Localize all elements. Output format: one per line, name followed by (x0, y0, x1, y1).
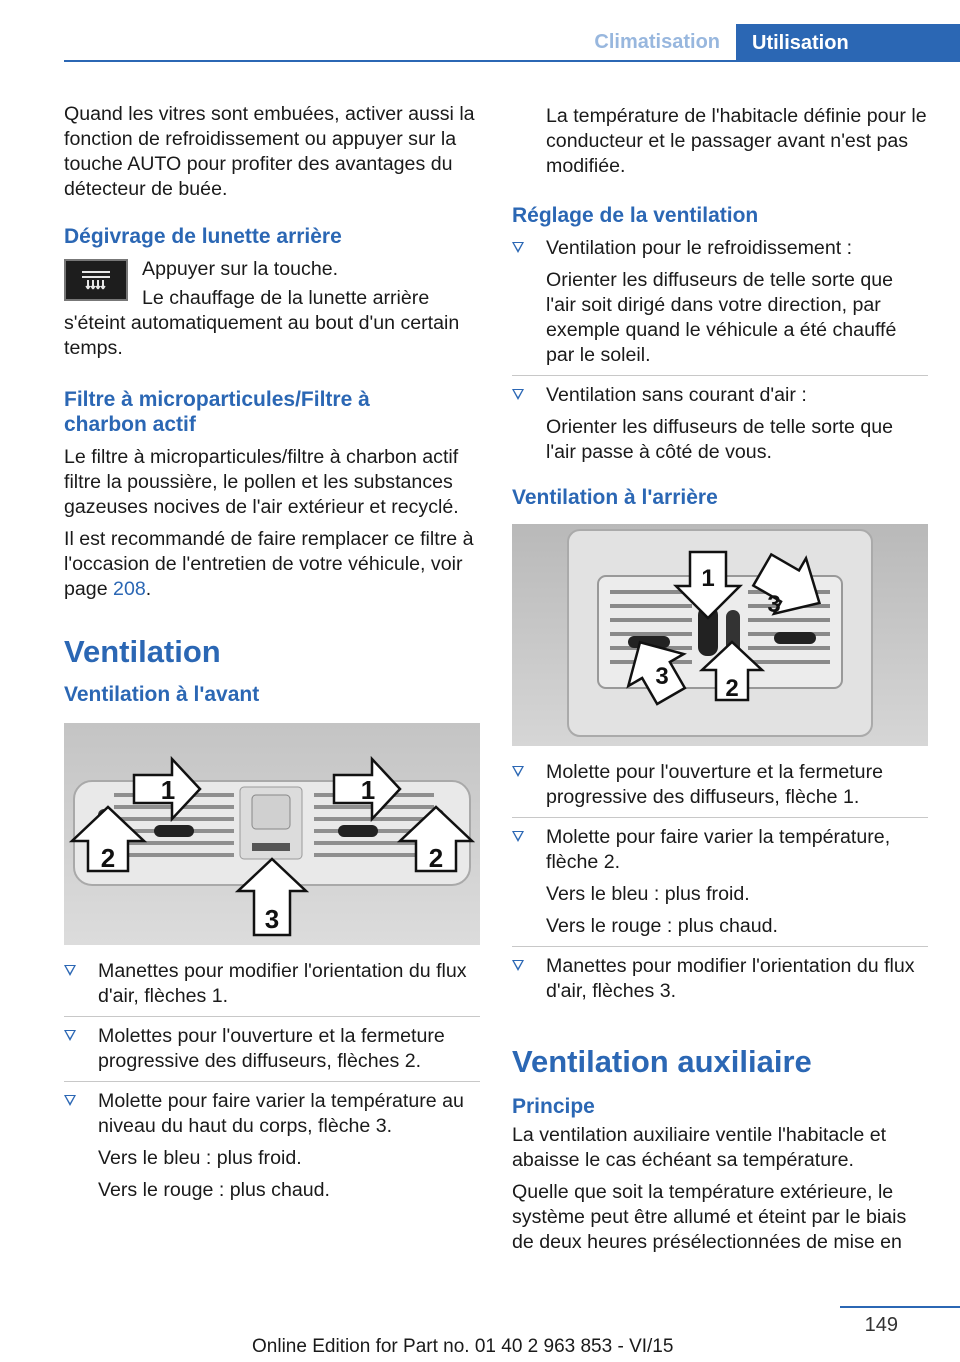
right-column (512, 104, 928, 1262)
front-label-3: 3 (264, 904, 280, 934)
list-item-text: Molettes pour l'ouverture et la fermeture progressive des diffuseurs, flèches 2. (98, 1025, 445, 1072)
list-item (512, 954, 928, 1004)
list-divider (512, 375, 928, 376)
list-divider (512, 817, 928, 818)
list-item (64, 1024, 480, 1074)
list-item-text: Ventilation pour le refroidissement : (546, 237, 853, 259)
list-item-text: Molette pour faire varier la température au niveau du haut du corps, flèche 3. (98, 1090, 464, 1137)
bullet-triangle-icon (512, 242, 524, 253)
rear-label-2: 2 (725, 675, 739, 702)
bullet-triangle-icon (64, 965, 76, 976)
bullet-triangle-icon (512, 389, 524, 400)
list-item-text: Ventilation sans courant d'air : (546, 384, 807, 406)
list-divider (512, 946, 928, 947)
aux-paragraph-1: La ventilation auxiliaire ventile l'habitacle et abaisse le cas échéant sa température. (512, 1124, 887, 1171)
left-column (64, 102, 480, 1210)
list-item-text: Manettes pour modifier l'orientation du flux d'air, flèches 1. (98, 960, 467, 1007)
list-item (512, 383, 928, 465)
rear-label-3a: 3 (767, 591, 781, 618)
front-label-1a: 1 (160, 775, 176, 805)
bullet-triangle-icon (512, 960, 524, 971)
header-rule (64, 60, 960, 62)
heading-front-ventilation: Ventilation à l'avant (64, 683, 260, 706)
filter-end: . (145, 578, 152, 600)
header-section-title: Climatisation (594, 31, 720, 53)
bullet-triangle-icon (512, 831, 524, 842)
adjust-list (512, 236, 928, 465)
rear-vent-list (512, 760, 928, 1004)
filter-text: Il est recommandé de faire remplacer ce filtre à l'occasion de l'entretien de votre véhicule, voir page (64, 528, 474, 600)
heading-rear-defrost: Dégivrage de lunette arrière (64, 225, 342, 248)
sub-note-red: Vers le rouge : plus chaud. (98, 1179, 331, 1201)
rear-defrost-note: Le chauffage de la lunette arrière s'éteint automatiquement au bout d'un certain temps. (64, 287, 460, 359)
rear-sub-red: Vers le rouge : plus chaud. (546, 915, 779, 937)
filter-paragraph-1: Le filtre à microparticules/filtre à charbon actif filtre la poussière, le pollen et les substances gazeuses nocives de l'air extérieur et recyclé. (64, 446, 459, 518)
page-208-link[interactable]: 208 (113, 578, 146, 600)
rear-sub-blue: Vers le bleu : plus froid. (546, 883, 750, 905)
bullet-triangle-icon (64, 1095, 76, 1106)
rear-defrost-step: Appuyer sur la touche. (142, 258, 339, 280)
heading-principle: Principe (512, 1095, 595, 1118)
bullet-triangle-icon (512, 766, 524, 777)
heading-adjust-ventilation: Réglage de la ventilation (512, 204, 759, 227)
heading-auxiliary-ventilation: Ventilation auxiliaire (512, 1044, 812, 1079)
heading-ventilation: Ventilation (64, 634, 221, 669)
adjust-sub-1: Orienter les diffuseurs de telle sorte que l'air soit dirigé dans votre direction, par exemple quand le véhicule a été chauffé par le soleil. (546, 269, 897, 366)
rear-defrost-button-icon (64, 259, 128, 301)
footer-rule (840, 1306, 960, 1308)
list-item-text: Molette pour l'ouverture et la fermeture progressive des diffuseurs, flèche 1. (546, 761, 883, 808)
heading-filter: Filtre à microparticules/Filtre à charbon actif (64, 388, 370, 436)
list-divider (64, 1016, 480, 1017)
front-vent-list (64, 959, 480, 1203)
aux-paragraph-2: Quelle que soit la température extérieure, le système peut être allumé et éteint par le biais de deux heures présélectionnées de mise en (512, 1181, 907, 1253)
sub-note-blue: Vers le bleu : plus froid. (98, 1147, 302, 1169)
front-vents-photo (64, 723, 480, 945)
temperature-note: La température de l'habitacle définie pour le conducteur et le passager avant n'est pas modifiée. (546, 105, 927, 177)
list-item-text: Molette pour faire varier la température, flèche 2. (546, 826, 891, 873)
list-item-text: Manettes pour modifier l'orientation du flux d'air, flèches 3. (546, 955, 915, 1002)
list-item (512, 236, 928, 368)
bullet-triangle-icon (64, 1030, 76, 1041)
heading-rear-ventilation: Ventilation à l'arrière (512, 486, 718, 509)
rear-defrost-block (64, 257, 480, 361)
list-item (64, 959, 480, 1009)
front-label-2b: 2 (428, 843, 444, 873)
adjust-sub-2: Orienter les diffuseurs de telle sorte que l'air passe à côté de vous. (546, 416, 894, 463)
page-number: 149 (864, 1314, 898, 1336)
list-item (512, 825, 928, 939)
header-tab-utilisation[interactable]: Utilisation (736, 24, 960, 62)
list-item (64, 1089, 480, 1203)
rear-label-3b: 3 (655, 663, 669, 690)
edition-footer: Online Edition for Part no. 01 40 2 963 853 - VI/15 (252, 1336, 674, 1357)
front-label-2a: 2 (100, 843, 116, 873)
list-item (512, 760, 928, 810)
rear-vents-photo (512, 524, 928, 746)
filter-paragraph-2 (64, 527, 480, 602)
list-divider (64, 1081, 480, 1082)
rear-label-1: 1 (701, 565, 715, 592)
front-label-1b: 1 (360, 775, 376, 805)
intro-paragraph: Quand les vitres sont embuées, activer aussi la fonction de refroidissement ou appuyer sur la touche AUTO pour profiter des avantages du détecteur de buée. (64, 103, 475, 200)
